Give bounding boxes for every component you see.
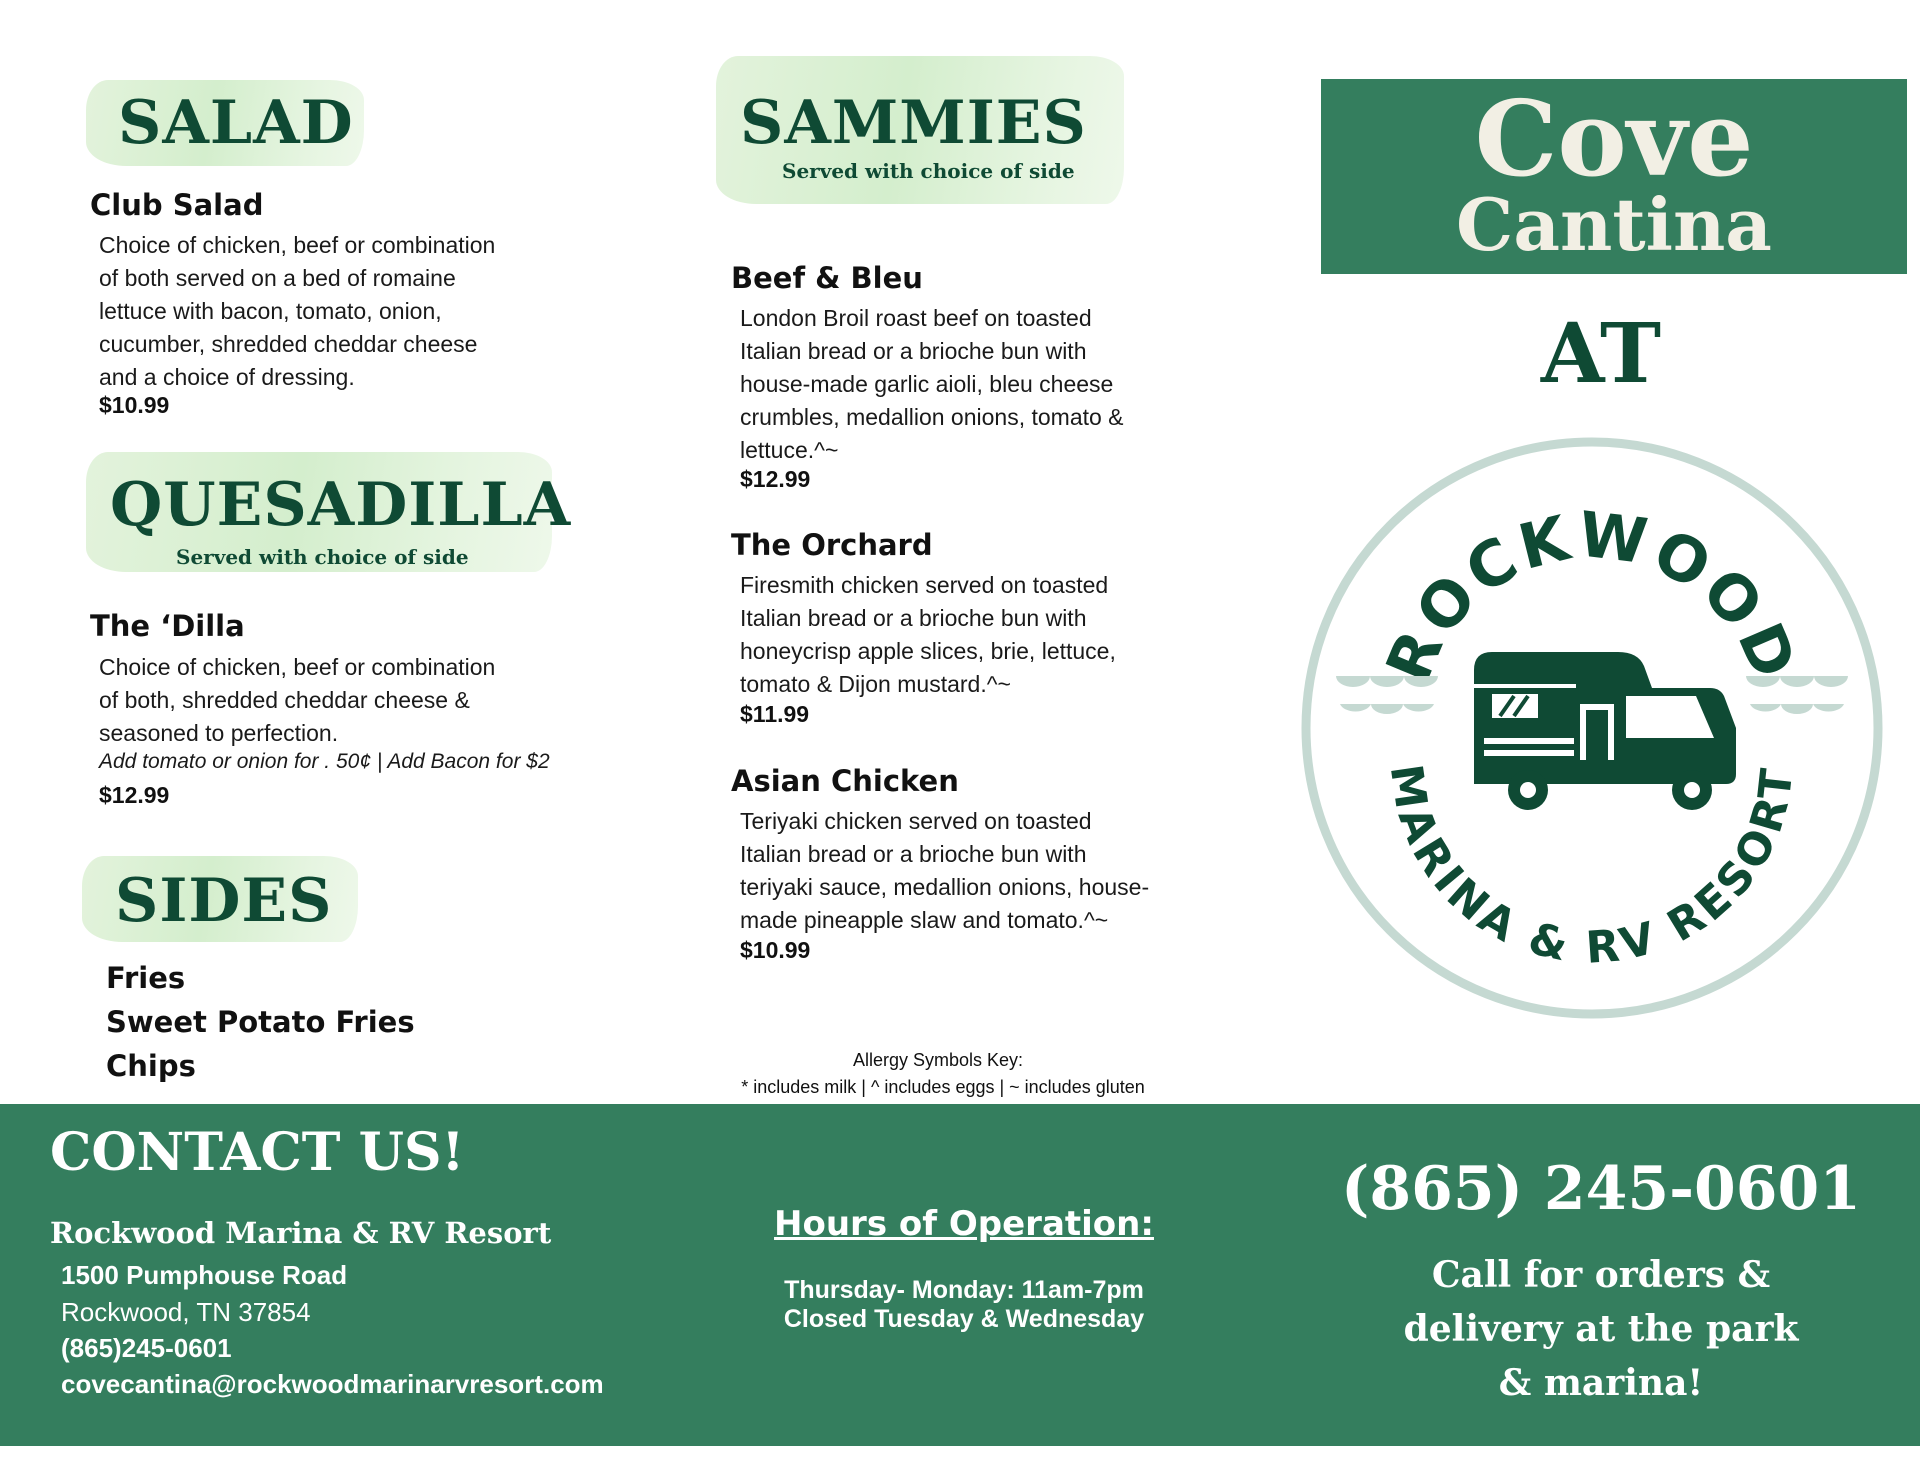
- sides-section-title: SIDES: [115, 866, 333, 936]
- desc-line: of both served on a bed of romaine: [99, 265, 456, 291]
- logo-text-top: ROCKWOOD: [1371, 497, 1813, 693]
- desc-line: Teriyaki chicken served on toasted: [740, 808, 1092, 834]
- asian-chicken-price: $10.99: [740, 937, 811, 963]
- contact-band: [0, 1104, 1920, 1446]
- desc-line: and a choice of dressing.: [99, 364, 355, 390]
- order-phone-number[interactable]: (865) 245-0601: [1340, 1154, 1862, 1224]
- desc-line: Italian bread or a brioche bun with: [740, 605, 1087, 631]
- desc-line: London Broil roast beef on toasted: [740, 305, 1092, 331]
- desc-line: tomato & Dijon mustard.^~: [740, 671, 1011, 697]
- wave-left-icon: [1336, 676, 1438, 714]
- hours-closed-days: Closed Tuesday & Wednesday: [783, 1305, 1145, 1333]
- rv-camper-icon: [1474, 652, 1736, 810]
- business-name: Rockwood Marina & RV Resort: [50, 1216, 552, 1250]
- the-orchard-description: [740, 569, 1200, 701]
- beef-bleu-name: Beef & Bleu: [731, 261, 923, 295]
- club-salad-name: Club Salad: [90, 188, 264, 222]
- city-address: Rockwood, TN 37854: [61, 1297, 311, 1327]
- desc-line: crumbles, medallion onions, tomato &: [740, 404, 1124, 430]
- logo-line-cove: Cove: [1474, 77, 1754, 200]
- club-salad-description: [99, 229, 559, 394]
- desc-line: teriyaki sauce, medallion onions, house-: [740, 874, 1150, 900]
- desc-line: Choice of chicken, beef or combination: [99, 232, 496, 258]
- the-dilla-addon: Add tomato or onion for . 50¢ | Add Bacon for $2: [99, 750, 550, 773]
- the-dilla-name: The ‘Dilla: [90, 609, 245, 643]
- rockwood-marina-logo: [1296, 432, 1888, 1024]
- contact-phone[interactable]: (865)245-0601: [61, 1333, 232, 1363]
- desc-line: honeycrisp apple slices, brie, lettuce,: [740, 638, 1116, 664]
- desc-line: Firesmith chicken served on toasted: [740, 572, 1109, 598]
- logo-line-cantina: Cantina: [1456, 182, 1772, 267]
- the-dilla-price: $12.99: [99, 782, 170, 808]
- sammies-subtitle: Served with choice of side: [782, 159, 1075, 183]
- salad-section-title: SALAD: [118, 88, 354, 158]
- desc-line: lettuce.^~: [740, 437, 839, 463]
- desc-line: seasoned to perfection.: [99, 720, 339, 746]
- desc-line: cucumber, shredded cheddar cheese: [99, 331, 478, 357]
- desc-line: house-made garlic aioli, bleu cheese: [740, 371, 1114, 397]
- call-for-orders-line-2: delivery at the park: [1403, 1308, 1799, 1350]
- quesadilla-subtitle: Served with choice of side: [176, 545, 469, 569]
- sammies-section-title: SAMMIES: [740, 88, 1087, 158]
- side-item-sweet-potato-fries: Sweet Potato Fries: [106, 1005, 415, 1039]
- side-item-fries: Fries: [106, 961, 186, 995]
- beef-bleu-description: [740, 302, 1200, 467]
- call-for-orders-line-1: Call for orders &: [1431, 1254, 1771, 1296]
- beef-bleu-price: $12.99: [740, 466, 811, 492]
- desc-line: Italian bread or a brioche bun with: [740, 338, 1087, 364]
- the-orchard-name: The Orchard: [731, 528, 933, 562]
- desc-line: lettuce with bacon, tomato, onion,: [99, 298, 442, 324]
- desc-line: of both, shredded cheddar cheese &: [99, 687, 470, 713]
- the-orchard-price: $11.99: [740, 701, 810, 727]
- wave-right-icon: [1746, 676, 1848, 714]
- desc-line: made pineapple slaw and tomato.^~: [740, 907, 1109, 933]
- call-for-orders-line-3: & marina!: [1498, 1362, 1704, 1404]
- contact-email-link[interactable]: covecantina@rockwoodmarinarvresort.com: [61, 1369, 604, 1399]
- allergy-key-legend: * includes milk | ^ includes eggs | ~ includes gluten: [741, 1077, 1145, 1097]
- allergy-key-heading: Allergy Symbols Key:: [852, 1050, 1024, 1070]
- contact-title: CONTACT US!: [50, 1122, 465, 1183]
- asian-chicken-name: Asian Chicken: [731, 764, 959, 798]
- side-item-chips: Chips: [106, 1049, 196, 1083]
- street-address: 1500 Pumphouse Road: [61, 1260, 348, 1290]
- desc-line: Italian bread or a brioche bun with: [740, 841, 1087, 867]
- cove-cantina-logo-box: [1321, 79, 1907, 274]
- club-salad-price: $10.99: [99, 392, 170, 418]
- logo-text-bottom: MARINA & RV RESORT: [1379, 761, 1804, 974]
- hours-title: Hours of Operation:: [774, 1204, 1154, 1244]
- hours-open-days: Thursday- Monday: 11am-7pm: [784, 1276, 1144, 1304]
- desc-line: Choice of chicken, beef or combination: [99, 654, 496, 680]
- the-dilla-description: [99, 651, 579, 750]
- at-label: AT: [1540, 306, 1662, 402]
- asian-chicken-description: [740, 805, 1210, 937]
- quesadilla-section-title: QUESADILLA: [110, 470, 572, 540]
